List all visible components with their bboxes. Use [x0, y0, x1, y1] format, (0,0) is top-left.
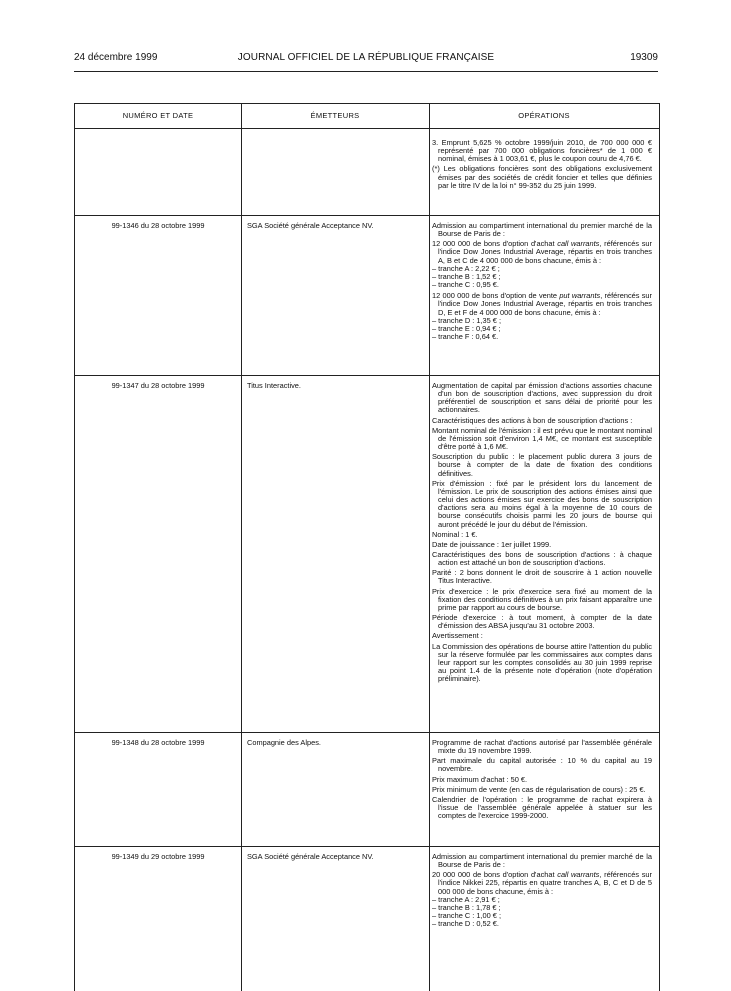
- column-header-number: NUMÉRO ET DATE: [122, 111, 194, 120]
- operation-paragraph: Date de jouissance : 1er juillet 1999.: [432, 539, 552, 549]
- row1-operations: [432, 222, 652, 341]
- operation-paragraph: Souscription du public : le placement public durera 3 jours de bourse à compter de la date de fixation des conditions définitives.: [432, 452, 652, 478]
- row4-operations: [432, 853, 652, 928]
- tranche-line: – tranche D : 0,52 €.: [432, 919, 499, 929]
- row1-number: 99-1346 du 28 octobre 1999: [111, 221, 205, 230]
- tranche-line: – tranche E : 0,94 € ;: [432, 323, 501, 333]
- row4-issuer: SGA Société générale Acceptance NV.: [247, 852, 374, 861]
- operation-footnote: (*) Les obligations foncières sont des obligations exclusivement émises par des sociétés de crédit foncier et telles que définies par le titre IV de la loi n° 99-352 du 25 juin 1999.: [432, 164, 652, 190]
- text-italic: call warrants: [557, 239, 600, 249]
- operation-paragraph: Programme de rachat d'actions autorisé par l'assemblée générale mixte du 19 novembre 1999.: [432, 738, 652, 756]
- row2-number: 99-1347 du 28 octobre 1999: [111, 381, 205, 390]
- operation-intro: Admission au compartiment international du premier marché de la Bourse de Paris de :: [432, 852, 652, 870]
- tranche-line: – tranche F : 0,64 €.: [432, 332, 499, 342]
- column-divider: [241, 104, 242, 991]
- tranche-line: – tranche C : 0,95 €.: [432, 280, 499, 290]
- header-date: 24 décembre 1999: [74, 52, 158, 63]
- operation-paragraph: Montant nominal de l'émission : il est prévu que le montant nominal de l'émission soit d'environ 1,4 M€, ce montant est susceptible d'être porté à 1,6 M€.: [432, 425, 652, 452]
- row2-issuer: Titus Interactive.: [247, 381, 301, 390]
- text-italic: call warrants: [557, 870, 600, 880]
- tranche-line: – tranche B : 1,78 € ;: [432, 902, 501, 912]
- column-header-issuer: ÉMETTEURS: [310, 111, 360, 120]
- row3-operations: [432, 739, 652, 820]
- operation-paragraph: Caractéristiques des bons de souscription d'actions : à chaque action est attaché un bon de souscription d'actions.: [432, 549, 652, 568]
- journal-title: JOURNAL OFFICIEL DE LA RÉPUBLIQUE FRANÇAISE: [237, 52, 495, 63]
- operation-paragraph: Prix minimum de vente (en cas de régularisation de cours) : 25 €.: [432, 784, 646, 794]
- page-number: 19309: [630, 52, 658, 63]
- row2-operations: [432, 382, 652, 683]
- text-span: 12 000 000 de bons d'option d'achat: [432, 239, 558, 249]
- row-divider: [75, 375, 659, 376]
- text-span: 20 000 000 de bons d'option d'achat: [432, 870, 558, 880]
- operation-paragraph: Prix d'émission : fixé par le président lors du lancement de l'émission. Le prix de souscription des actions émises ainsi que celui des actions émises sur exercice des bons de souscription d'actions sera au moins égal à la moyenne de 10 cours de bourse consécutifs choisis parmi les 20 jours de bourse qui auront précédé le jour du début de l'émission.: [432, 478, 652, 529]
- operation-paragraph: Prix d'exercice : le prix d'exercice sera fixé au moment de la fixation des conditions définitives à un prix faisant apparaître une prime par rapport au cours de bourse.: [432, 586, 652, 612]
- operation-paragraph: Période d'exercice : à tout moment, à compter de la date d'émission des ABSA jusqu'au 31 octobre 2003.: [432, 613, 652, 631]
- operation-intro: Admission au compartiment international du premier marché de la Bourse de Paris de :: [432, 221, 652, 239]
- text-span: , référencés sur l'indice Dow Jones Industrial Average, répartis en trois tranches A, B et C de 4 000 000 de bons chacune, émis à :: [438, 239, 652, 265]
- tranche-line: – tranche C : 1,00 € ;: [432, 911, 502, 921]
- row1-issuer: SGA Société générale Acceptance NV.: [247, 221, 374, 230]
- operation-call-warrants: [432, 871, 652, 895]
- page-header: [74, 52, 658, 68]
- header-rule: [74, 71, 658, 72]
- row0-operations: [432, 139, 652, 190]
- row-divider: [75, 215, 659, 216]
- operation-paragraph: Prix maximum d'achat : 50 €.: [432, 774, 528, 784]
- operations-table: [74, 103, 660, 991]
- header-divider: [75, 128, 659, 129]
- operation-paragraph: 3. Emprunt 5,625 % octobre 1999/juin 2010, de 700 000 000 € représenté par 700 000 obligations foncières* de 1 000 € nominal, émises à 1 003,61 €, plus le coupon couru de 4,76 €.: [432, 138, 652, 164]
- tranche-line: – tranche A : 2,91 € ;: [432, 894, 500, 904]
- operation-paragraph: La Commission des opérations de bourse attire l'attention du public sur la réserve formulée par les commissaires aux comptes dans leur rapport sur les comptes consolidés au 30 juin 1999 reprise au point 1.4 de la présente note d'opération (note d'opération préliminaire).: [432, 641, 652, 684]
- column-header-operations: OPÉRATIONS: [518, 111, 570, 120]
- operation-paragraph: Part maximale du capital autorisée : 10 % du capital au 19 novembre.: [432, 756, 652, 774]
- text-span: , référencés sur l'indice Nikkei 225, répartis en quatre tranches A, B, C et D de 5 000 000 de bons chacune, émis à :: [438, 870, 652, 896]
- operation-paragraph: Calendrier de l'opération : le programme de rachat expirera à l'issue de l'assemblée générale appelée à statuer sur les comptes de l'exercice 1999-2000.: [432, 794, 652, 821]
- operation-paragraph: Augmentation de capital par émission d'actions assorties chacune d'un bon de souscription d'actions, avec suppression du droit préférentiel de souscription et sans délai de priorité pour les actionnaires.: [432, 381, 652, 415]
- row-divider: [75, 732, 659, 733]
- tranche-line: – tranche D : 1,35 € ;: [432, 315, 502, 325]
- row3-number: 99-1348 du 28 octobre 1999: [111, 738, 205, 747]
- row3-issuer: Compagnie des Alpes.: [247, 738, 321, 747]
- operation-paragraph: Caractéristiques des actions à bon de souscription d'actions :: [432, 415, 633, 425]
- row4-number: 99-1349 du 29 octobre 1999: [111, 852, 205, 861]
- operation-paragraph: Avertissement :: [432, 631, 483, 641]
- text-span: 12 000 000 de bons d'option de vente: [432, 291, 560, 301]
- column-divider: [429, 104, 430, 991]
- tranche-line: – tranche A : 2,22 € ;: [432, 263, 500, 273]
- text-span: , référencés sur l'indice Dow Jones Industrial Average, répartis en trois tranches D, E et F de 4 000 000 de bons chacune, émis à :: [438, 291, 652, 317]
- operation-put-warrants: [432, 292, 652, 316]
- tranche-line: – tranche B : 1,52 € ;: [432, 271, 501, 281]
- operation-paragraph: Nominal : 1 €.: [432, 529, 478, 539]
- operation-call-warrants: [432, 240, 652, 264]
- row-divider: [75, 846, 659, 847]
- text-italic: put warrants: [559, 291, 601, 301]
- operation-paragraph: Parité : 2 bons donnent le droit de souscrire à 1 action nouvelle Titus Interactive.: [432, 568, 652, 586]
